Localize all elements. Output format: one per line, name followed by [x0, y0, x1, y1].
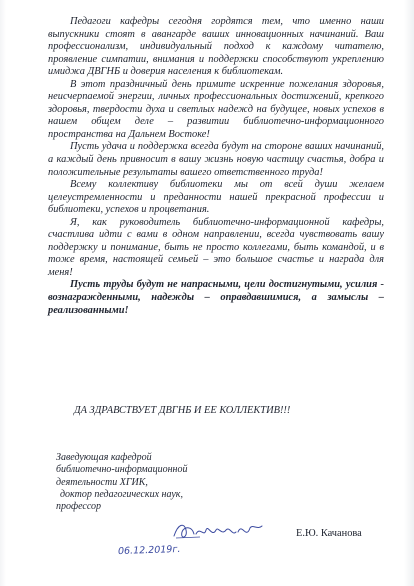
- paragraph-3: Пусть удача и поддержка всегда будут на стороне ваших начинаний, а каждый день привносит в вашу жизнь новую частицу счастья, добра и положительные результаты вашего ответственного труда!: [48, 141, 384, 178]
- paragraph-2: В этот праздничный день примите искренние пожелания здоровья, неисчерпаемой энергии, личных профессиональных достижений, крепкого здоровья, твердости духа и светлых надежд на будущее, новых успехов в нашем общем деле – развитии библиотечно-информационного пространства на Дальнем Востоке!: [48, 78, 384, 140]
- handwritten-date: 06.12.2019г.: [117, 543, 181, 558]
- paragraph-4: Всему коллективу библиотеки мы от всей души желаем целеустремленности и преданности нашей прекрасной профессии и библиотеки, успехов и процветания.: [48, 179, 384, 216]
- signature-block: [56, 452, 246, 513]
- author-name: Е.Ю. Качанова: [296, 528, 362, 539]
- letter-body: [48, 16, 384, 317]
- closing-exclamation: ДА ЗДРАВСТВУЕТ ДВГНБ И ЕЕ КОЛЛЕКТИВ!!!: [74, 405, 291, 416]
- paragraph-bold-wish: Пусть труды будут не напрасными, цели достигнутыми, усилия - вознагражденными, надежды – оправдавшимися, а замыслы – реализованными!: [48, 279, 384, 316]
- paragraph-1: Педагоги кафедры сегодня гордятся тем, что именно наши выпускники стоят в авангарде ваших инновационных начинаний. Ваш профессионализм, индивидуальный подход к каждому читателю, проявление симпатии, внимания и поддержки способствуют укреплению имиджа ДВГНБ и доверия населения к библиотекам.: [48, 16, 384, 78]
- paragraph-5: Я, как руководитель библиотечно-информационной кафедры, счастлива идти с вами в одном направлении, всегда чувствовать вашу поддержку и понимание, быть не просто коллегами, быть командой, и в тоже время, настоящей семьей – это большое счастье и награда для меня!: [48, 216, 384, 278]
- signer-title-line-5: профессор: [56, 501, 102, 513]
- handwritten-signature: [170, 516, 266, 544]
- signer-title-line-4: доктор педагогических наук,: [60, 488, 183, 500]
- signer-title-line-2: библиотечно-информационной: [56, 464, 188, 476]
- signer-title-line-3: деятельности ХГИК,: [56, 476, 148, 488]
- signer-title-line-1: Заведующая кафедрой: [56, 452, 152, 463]
